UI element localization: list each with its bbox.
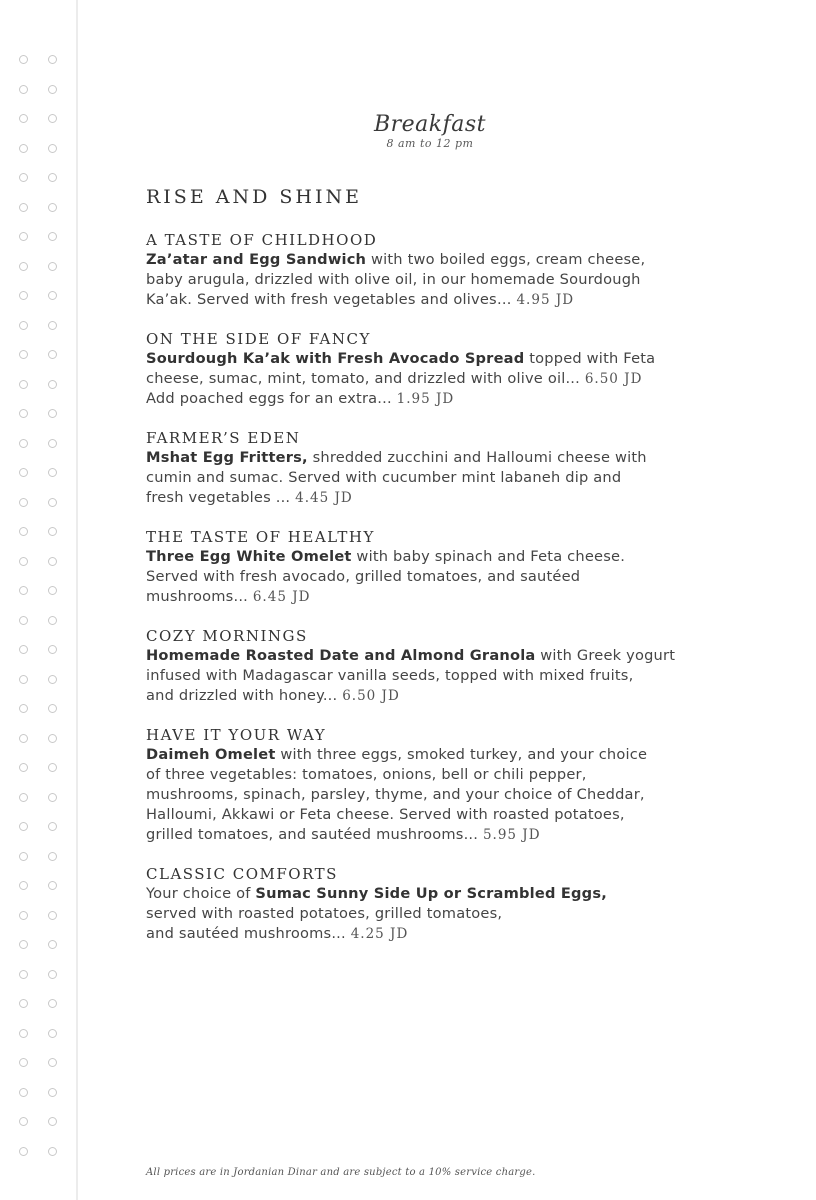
description-text: Your choice of — [146, 885, 256, 902]
description-text: baby arugula, drizzled with olive oil, in our homemade Sourdough — [146, 271, 641, 288]
binder-hole — [19, 645, 28, 654]
description-text: of three vegetables: tomatoes, onions, bell or chili pepper, — [146, 766, 587, 783]
menu-title: Breakfast — [373, 112, 487, 137]
menu-item — [146, 428, 706, 508]
binder-hole — [48, 144, 57, 153]
item-name: A TASTE OF CHILDHOOD — [146, 231, 378, 249]
binder-hole — [19, 1117, 28, 1126]
menu-header — [300, 112, 560, 150]
binder-hole — [19, 1058, 28, 1067]
binder-hole — [19, 291, 28, 300]
binder-hole — [48, 940, 57, 949]
binder-hole — [19, 734, 28, 743]
binder-hole — [48, 1058, 57, 1067]
binder-hole — [19, 852, 28, 861]
item-name: COZY MORNINGS — [146, 627, 308, 645]
binder-hole — [48, 557, 57, 566]
menu-hours: 8 am to 12 pm — [386, 137, 474, 150]
binder-hole — [19, 498, 28, 507]
item-description — [146, 646, 706, 706]
description-text: grilled tomatoes, and sautéed mushrooms... — [146, 826, 483, 843]
item-description — [146, 448, 706, 508]
description-text: Served with fresh avocado, grilled tomatoes, and sautéed — [146, 568, 581, 585]
description-text: and drizzled with honey... — [146, 687, 343, 704]
binder-hole — [48, 852, 57, 861]
item-price: 5.95 JD — [482, 827, 541, 843]
binder-hole — [48, 616, 57, 625]
menu-item — [146, 864, 706, 944]
binder-hole — [19, 1147, 28, 1156]
binder-hole — [48, 1088, 57, 1097]
item-description — [146, 250, 706, 310]
description-text: fresh vegetables ... — [146, 489, 296, 506]
description-text: with two boiled eggs, cream cheese, — [366, 251, 646, 268]
description-text: Halloumi, Akkawi or Feta cheese. Served with roasted potatoes, — [146, 806, 625, 823]
menu-item — [146, 527, 706, 607]
binder-hole — [19, 468, 28, 477]
extra-price: 1.95 JD — [396, 391, 455, 407]
item-description — [146, 349, 706, 409]
description-text: shredded zucchini and Halloumi cheese with — [307, 449, 647, 466]
description-text: cumin and sumac. Served with cucumber mint labaneh dip and — [146, 469, 622, 486]
binder-hole — [19, 85, 28, 94]
binder-hole — [48, 291, 57, 300]
binder-hole — [19, 262, 28, 271]
item-description — [146, 884, 706, 944]
binder-hole — [48, 911, 57, 920]
binder-hole — [48, 763, 57, 772]
menu-item — [146, 329, 706, 409]
description-text: mushrooms... — [146, 588, 253, 605]
binder-hole — [19, 527, 28, 536]
menu-item — [146, 725, 706, 845]
binder-hole — [19, 822, 28, 831]
binder-hole — [19, 409, 28, 418]
binder-hole — [48, 262, 57, 271]
binder-hole — [19, 970, 28, 979]
description-text: Ka’ak. Served with fresh vegetables and olives… — [146, 291, 517, 308]
binder-hole — [19, 793, 28, 802]
binder-hole — [19, 55, 28, 64]
binder-hole — [48, 409, 57, 418]
binder-hole — [48, 675, 57, 684]
binder-hole — [48, 999, 57, 1008]
binder-hole — [48, 114, 57, 123]
dish-name: Homemade Roasted Date and Almond Granola — [146, 647, 536, 664]
item-name: ON THE SIDE OF FANCY — [146, 330, 371, 348]
description-text: infused with Madagascar vanilla seeds, topped with mixed fruits, — [146, 667, 634, 684]
binder-hole — [48, 586, 57, 595]
binder-hole — [19, 203, 28, 212]
binder-hole — [19, 321, 28, 330]
binder-hole — [48, 527, 57, 536]
dish-name: Daimeh Omelet — [146, 746, 276, 763]
footer-note: All prices are in Jordanian Dinar and are subject to a 10% service charge. — [146, 1167, 536, 1178]
binder-hole — [48, 1029, 57, 1038]
binder-hole — [19, 1088, 28, 1097]
description-text: cheese, sumac, mint, tomato, and drizzled with olive oil... — [146, 370, 585, 387]
dish-name: Mshat Egg Fritters, — [146, 449, 308, 466]
binder-hole — [19, 173, 28, 182]
binder-hole — [19, 881, 28, 890]
binder-hole — [19, 999, 28, 1008]
item-price: 6.50 JD — [584, 371, 643, 387]
binder-hole — [48, 498, 57, 507]
binder-hole — [19, 380, 28, 389]
description-text: and sautéed mushrooms... — [146, 925, 351, 942]
binder-hole — [19, 616, 28, 625]
dish-name: Three Egg White Omelet — [146, 548, 352, 565]
binder-hole — [48, 1147, 57, 1156]
binder-hole — [48, 468, 57, 477]
binder-hole — [48, 734, 57, 743]
binder-hole — [48, 203, 57, 212]
item-name: CLASSIC COMFORTS — [146, 865, 338, 883]
description-text: served with roasted potatoes, grilled tomatoes, — [146, 905, 503, 922]
item-description — [146, 547, 706, 607]
binder-hole — [48, 439, 57, 448]
binder-hole — [48, 321, 57, 330]
menu-item — [146, 626, 706, 706]
binder-hole — [48, 970, 57, 979]
binder-hole — [19, 439, 28, 448]
dish-name: Za’atar and Egg Sandwich — [146, 251, 367, 268]
description-text: topped with Feta — [524, 350, 656, 367]
dish-name: Sumac Sunny Side Up or Scrambled Eggs, — [255, 885, 607, 902]
item-description — [146, 745, 706, 845]
description-text: with baby spinach and Feta cheese. — [351, 548, 626, 565]
description-text: with three eggs, smoked turkey, and your choice — [275, 746, 648, 763]
binder-hole — [48, 1117, 57, 1126]
binder-hole — [19, 704, 28, 713]
binding-divider — [76, 0, 78, 1200]
binder-hole — [48, 380, 57, 389]
item-price: 4.25 JD — [350, 926, 409, 942]
binder-hole — [19, 940, 28, 949]
binder-hole — [19, 232, 28, 241]
binder-hole — [48, 85, 57, 94]
item-name: HAVE IT YOUR WAY — [146, 726, 327, 744]
binder-hole — [19, 350, 28, 359]
binder-hole — [19, 114, 28, 123]
item-name: THE TASTE OF HEALTHY — [146, 528, 375, 546]
item-price: 4.95 JD — [516, 292, 575, 308]
binder-hole — [48, 704, 57, 713]
binder-hole — [19, 1029, 28, 1038]
binder-hole — [19, 763, 28, 772]
binding-holes — [0, 0, 76, 1200]
description-text: with Greek yogurt — [535, 647, 676, 664]
binder-hole — [48, 645, 57, 654]
binder-hole — [19, 675, 28, 684]
dish-name: Sourdough Ka’ak with Fresh Avocado Spread — [146, 350, 525, 367]
binder-hole — [19, 144, 28, 153]
binder-hole — [48, 173, 57, 182]
binder-hole — [48, 232, 57, 241]
description-text: Add poached eggs for an extra... — [146, 390, 397, 407]
binder-hole — [48, 350, 57, 359]
item-price: 6.50 JD — [342, 688, 400, 704]
binder-hole — [48, 822, 57, 831]
binder-hole — [48, 55, 57, 64]
item-name: FARMER’S EDEN — [146, 429, 301, 447]
binder-hole — [19, 586, 28, 595]
section-title: RISE AND SHINE — [146, 186, 362, 208]
menu-item — [146, 230, 706, 310]
binder-hole — [19, 911, 28, 920]
binder-hole — [48, 793, 57, 802]
binder-hole — [19, 557, 28, 566]
menu-items — [146, 230, 706, 963]
item-price: 4.45 JD — [295, 490, 353, 506]
item-price: 6.45 JD — [252, 589, 311, 605]
description-text: mushrooms, spinach, parsley, thyme, and your choice of Cheddar, — [146, 786, 645, 803]
binder-hole — [48, 881, 57, 890]
